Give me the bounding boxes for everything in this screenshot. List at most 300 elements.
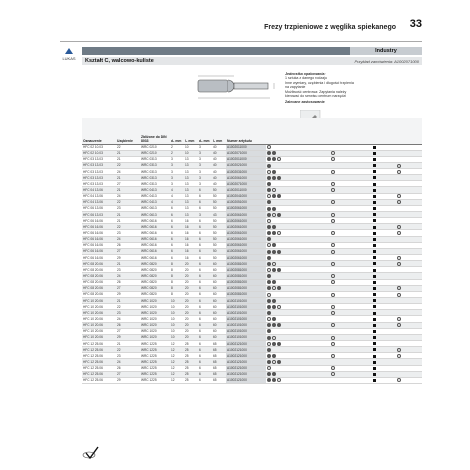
table-cell: 3 xyxy=(198,181,212,187)
circle-marker-icon xyxy=(397,293,401,297)
table-cell: 25 xyxy=(184,347,198,353)
square-marker-icon xyxy=(373,232,376,235)
table-cell: WRC 1225 xyxy=(140,347,170,353)
table-cell: A1002011000 xyxy=(226,187,266,193)
table-cell: HFC 12 25.06 xyxy=(82,377,116,383)
table-cell: WRC 0616 xyxy=(140,218,170,224)
table-cell: 3 xyxy=(198,169,212,175)
rating-dot-icon xyxy=(331,243,335,247)
rating-dot-icon xyxy=(331,231,335,235)
rating-dot-icon xyxy=(272,299,276,303)
rating-dot-icon xyxy=(331,262,335,266)
packaging-notes xyxy=(285,72,365,105)
rating-dot-icon xyxy=(331,311,335,315)
table-cell: WRC 1225 xyxy=(140,371,170,377)
table-cell: 22 xyxy=(116,144,140,150)
table-cell: 13 xyxy=(184,187,198,193)
table-cell: 65 xyxy=(212,359,226,365)
table-cell: 13 xyxy=(184,169,198,175)
notes-line: Inne wymiary, uzębienia i długości trzpienia xyxy=(285,80,354,85)
application-symbols xyxy=(348,377,372,383)
table-cell: 4 xyxy=(170,187,184,193)
table-cell: A1002081000 xyxy=(226,261,266,267)
table-cell: HFC 12 25.06 xyxy=(82,341,116,347)
table-cell: 60 xyxy=(212,316,226,322)
table-cell: 10 xyxy=(184,150,198,156)
table-cell: 6 xyxy=(198,353,212,359)
table-cell: 6 xyxy=(170,205,184,211)
table-cell: 24 xyxy=(116,316,140,322)
column-header xyxy=(348,118,372,144)
table-cell: 20 xyxy=(184,328,198,334)
table-cell: 21 xyxy=(116,187,140,193)
table-cell: HFC 12 25.06 xyxy=(82,359,116,365)
square-marker-icon xyxy=(373,207,376,210)
square-marker-icon xyxy=(373,152,376,155)
table-cell: 3 xyxy=(198,212,212,218)
square-marker-icon xyxy=(373,305,376,308)
table-cell: WRC 0820 xyxy=(140,261,170,267)
table-cell: A1002121000 xyxy=(226,365,266,371)
tool-drawing-icon xyxy=(190,70,280,106)
application-symbols xyxy=(302,377,316,383)
table-cell: WRC 0210 xyxy=(140,150,170,156)
notes-line: kierować do serwisu centrum narzędzi xyxy=(285,94,346,99)
rating-dot-icon xyxy=(267,250,271,254)
table-cell: HFC 10 20.06 xyxy=(82,322,116,328)
table-cell: A1002021000 xyxy=(226,162,266,168)
table-cell: WRC 1020 xyxy=(140,316,170,322)
table-cell: 21 xyxy=(116,298,140,304)
rating-dot-icon xyxy=(267,243,271,247)
square-marker-icon xyxy=(373,176,376,179)
table-cell: HFC 10 20.06 xyxy=(82,316,116,322)
table-cell: 4 xyxy=(170,193,184,199)
rating-dot-icon xyxy=(272,243,276,247)
rating-dot-icon xyxy=(331,323,335,327)
table-cell: WRC 0820 xyxy=(140,267,170,273)
table-cell: WRC 0613 xyxy=(140,212,170,218)
industry-tab: Industry xyxy=(350,47,422,55)
table-cell: 23 xyxy=(116,205,140,211)
rating-dot-icon xyxy=(267,182,271,186)
circle-marker-icon xyxy=(397,170,401,174)
rating-dot-icon xyxy=(272,323,276,327)
table-cell: 20 xyxy=(184,267,198,273)
square-marker-icon xyxy=(373,336,376,339)
rating-dot-icon xyxy=(277,342,281,346)
table-cell: 50 xyxy=(212,224,226,230)
rating-dot-icon xyxy=(267,299,271,303)
table-cell: A1002011000 xyxy=(226,144,266,150)
table-cell: 8 xyxy=(170,279,184,285)
table-cell: A1002101000 xyxy=(226,316,266,322)
table-cell: 6 xyxy=(198,273,212,279)
rating-dot-icon xyxy=(267,280,271,284)
square-marker-icon xyxy=(373,299,376,302)
square-marker-icon xyxy=(373,238,376,241)
rating-dot-icon xyxy=(277,378,281,382)
rating-dot-icon xyxy=(272,225,276,229)
table-cell: WRC 0616 xyxy=(140,230,170,236)
section-title: Kształt C, walcowo-kuliste xyxy=(85,58,154,64)
table-cell: 10 xyxy=(170,316,184,322)
table-cell: 27 xyxy=(116,371,140,377)
square-marker-icon xyxy=(373,183,376,186)
table-cell: 3 xyxy=(170,181,184,187)
rating-dot-icon xyxy=(272,194,276,198)
rating-dot-icon xyxy=(267,317,271,321)
table-cell: HFC 10 20.06 xyxy=(82,328,116,334)
rating-dot-icon xyxy=(331,305,335,309)
table-cell: 65 xyxy=(212,347,226,353)
table-cell: HFC 06 16.06 xyxy=(82,224,116,230)
table-cell: 8 xyxy=(170,291,184,297)
table-cell: 8 xyxy=(170,285,184,291)
table-cell: 2 xyxy=(170,150,184,156)
table-cell: 20 xyxy=(184,310,198,316)
table-cell: 20 xyxy=(184,273,198,279)
table-cell: 4 xyxy=(170,199,184,205)
table-cell: 21 xyxy=(116,175,140,181)
table-cell: 6 xyxy=(198,334,212,340)
table-cell: 10 xyxy=(184,144,198,150)
table-header-row xyxy=(82,118,422,144)
table-cell: WRC 1020 xyxy=(140,328,170,334)
square-marker-icon xyxy=(373,250,376,253)
table-cell: WRC 1020 xyxy=(140,334,170,340)
table-cell: 60 xyxy=(212,261,226,267)
square-marker-icon xyxy=(373,324,376,327)
square-marker-icon xyxy=(373,164,376,167)
rating-dot-icon xyxy=(267,170,271,174)
table-cell: 50 xyxy=(212,187,226,193)
table-cell: 3 xyxy=(170,175,184,181)
square-marker-icon xyxy=(373,219,376,222)
table-cell: WRC 1020 xyxy=(140,322,170,328)
square-marker-icon xyxy=(373,146,376,149)
square-marker-icon xyxy=(373,312,376,315)
table-cell: 10 xyxy=(170,298,184,304)
applications-heading: Zalecane zastosowanie xyxy=(285,100,325,105)
table-cell: 20 xyxy=(184,322,198,328)
table-cell: WRC 1225 xyxy=(140,359,170,365)
table-cell: 13 xyxy=(184,193,198,199)
table-cell: 21 xyxy=(116,341,140,347)
rating-dot-icon xyxy=(331,354,335,358)
table-cell: 6 xyxy=(198,230,212,236)
rating-dot-icon xyxy=(272,176,276,180)
rating-dot-icon xyxy=(267,176,271,180)
table-cell: A1002121000 xyxy=(226,341,266,347)
table-cell: WRC 0313 xyxy=(140,181,170,187)
table-cell: 6 xyxy=(198,199,212,205)
circle-marker-icon xyxy=(397,262,401,266)
rating-dot-icon xyxy=(277,213,281,217)
table-cell: 10 xyxy=(170,310,184,316)
table-cell: 60 xyxy=(212,291,226,297)
table-cell: A1002101000 xyxy=(226,310,266,316)
table-cell: A1002061000 xyxy=(226,175,266,181)
rating-dot-icon xyxy=(277,231,281,235)
table-cell: 29 xyxy=(116,377,140,383)
table-cell: A1002061000 xyxy=(226,255,266,261)
table-cell: 60 xyxy=(212,304,226,310)
table-cell: 40 xyxy=(212,162,226,168)
table-cell: A1002101000 xyxy=(226,328,266,334)
brand-logo xyxy=(58,47,80,63)
table-cell: 26 xyxy=(116,242,140,248)
table-cell: 6 xyxy=(170,224,184,230)
table-cell: 6 xyxy=(198,341,212,347)
rating-dot-icon xyxy=(267,256,271,260)
rating-dot-icon xyxy=(277,268,281,272)
rating-dot-icon xyxy=(267,237,271,241)
table-cell: 6 xyxy=(198,279,212,285)
rating-dot-icon xyxy=(267,274,271,278)
table-cell: 24 xyxy=(116,359,140,365)
table-cell: 10 xyxy=(170,304,184,310)
table-cell: 25 xyxy=(184,353,198,359)
rating-dot-icon xyxy=(277,360,281,364)
rating-dot-icon xyxy=(272,317,276,321)
table-cell: A1002081000 xyxy=(226,291,266,297)
rating-dot-icon xyxy=(267,225,271,229)
column-header: Zbliżone do DIN 8033 xyxy=(140,118,170,144)
table-cell: A1002121000 xyxy=(226,377,266,383)
table-cell: 16 xyxy=(184,242,198,248)
table-cell: WRC 1225 xyxy=(140,353,170,359)
notes-line: na zapytanie xyxy=(285,85,306,90)
circle-marker-icon xyxy=(397,231,401,235)
table-cell: 20 xyxy=(184,279,198,285)
square-marker-icon xyxy=(373,330,376,333)
circle-marker-icon xyxy=(397,200,401,204)
industry-bar xyxy=(82,47,422,55)
square-marker-icon xyxy=(373,213,376,216)
table-cell: HFC 04 13.06 xyxy=(82,187,116,193)
table-cell: WRC 1225 xyxy=(140,341,170,347)
table-cell: 24 xyxy=(116,169,140,175)
rating-dot-icon xyxy=(331,274,335,278)
table-cell: 6 xyxy=(170,212,184,218)
circle-marker-icon xyxy=(397,256,401,260)
table-cell: WRC 1020 xyxy=(140,304,170,310)
table-cell: 50 xyxy=(212,248,226,254)
rating-dot-icon xyxy=(267,311,271,315)
square-marker-icon xyxy=(373,379,376,382)
table-cell: WRC 0616 xyxy=(140,248,170,254)
table-cell: HFC 08 20.06 xyxy=(82,291,116,297)
square-marker-icon xyxy=(373,367,376,370)
column-header: d₁ mm xyxy=(170,118,184,144)
table-cell: 60 xyxy=(212,310,226,316)
column-header xyxy=(302,118,316,144)
table-cell: 60 xyxy=(212,267,226,273)
table-cell: HFC 06 16.06 xyxy=(82,236,116,242)
table-cell: 6 xyxy=(198,291,212,297)
square-marker-icon xyxy=(373,201,376,204)
table-cell: 25 xyxy=(184,377,198,383)
table-cell: 22 xyxy=(116,224,140,230)
rating-dot-icon xyxy=(272,372,276,376)
table-cell: 65 xyxy=(212,353,226,359)
table-cell: HFC 08 20.06 xyxy=(82,279,116,285)
table-cell: 6 xyxy=(198,242,212,248)
table-cell: 20 xyxy=(184,298,198,304)
page-number: 33 xyxy=(409,18,422,30)
table-cell: A1002121000 xyxy=(226,371,266,377)
rating-dot-icon xyxy=(331,342,335,346)
table-cell: 13 xyxy=(184,156,198,162)
table-cell: 50 xyxy=(212,242,226,248)
rating-dot-icon xyxy=(272,342,276,346)
square-marker-icon xyxy=(373,262,376,265)
table-cell: 23 xyxy=(116,230,140,236)
table-cell: 16 xyxy=(184,230,198,236)
table-cell: 21 xyxy=(116,150,140,156)
square-marker-icon xyxy=(373,170,376,173)
rating-dot-icon xyxy=(331,366,335,370)
rating-dot-icon xyxy=(272,188,276,192)
table-cell: 6 xyxy=(198,187,212,193)
circle-marker-icon xyxy=(397,348,401,352)
column-header: l₁ mm xyxy=(212,118,226,144)
table-cell: 25 xyxy=(184,365,198,371)
table-cell: 60 xyxy=(212,273,226,279)
table-cell: A1002061000 xyxy=(226,236,266,242)
table-cell: 6 xyxy=(198,205,212,211)
rating-dot-icon xyxy=(272,378,276,382)
product-table xyxy=(82,118,422,384)
column-header xyxy=(372,118,396,144)
table-cell: 6 xyxy=(198,193,212,199)
table-cell: 3 xyxy=(198,150,212,156)
table-cell: HFC 12 25.06 xyxy=(82,371,116,377)
rating-dot-icon xyxy=(267,286,271,290)
column-header: Uzębienie xyxy=(116,118,140,144)
table-cell: 24 xyxy=(116,273,140,279)
rating-dot-icon xyxy=(272,157,276,161)
table-cell: HFC 06 13.03 xyxy=(82,212,116,218)
rating-dot-icon xyxy=(267,378,271,382)
square-marker-icon xyxy=(373,244,376,247)
table-cell: 6 xyxy=(198,371,212,377)
table-cell: 50 xyxy=(212,218,226,224)
rating-dot-icon xyxy=(267,164,271,168)
table-cell: 6 xyxy=(198,267,212,273)
rating-dot-icon xyxy=(267,262,271,266)
table-cell: 22 xyxy=(116,162,140,168)
table-cell: 40 xyxy=(212,181,226,187)
table-cell: 3 xyxy=(198,175,212,181)
table-cell: 27 xyxy=(116,328,140,334)
table-cell: WRC 0616 xyxy=(140,236,170,242)
table-cell: HFC 06 13.06 xyxy=(82,205,116,211)
application-symbols xyxy=(266,377,302,383)
table-cell: 12 xyxy=(170,377,184,383)
application-symbols xyxy=(396,377,422,383)
table-cell: WRC 0313 xyxy=(140,162,170,168)
square-marker-icon xyxy=(373,158,376,161)
table-cell: 65 xyxy=(212,341,226,347)
rating-dot-icon xyxy=(331,200,335,204)
table-cell: 20 xyxy=(184,261,198,267)
square-marker-icon xyxy=(373,348,376,351)
table-cell: HFC 03 13.03 xyxy=(82,181,116,187)
circle-marker-icon xyxy=(397,323,401,327)
header-title: Frezy trzpieniowe z węglika spiekanego xyxy=(264,24,396,31)
table-cell: 24 xyxy=(116,193,140,199)
table-cell: 12 xyxy=(170,341,184,347)
rating-dot-icon xyxy=(272,151,276,155)
square-marker-icon xyxy=(373,287,376,290)
table-cell: 22 xyxy=(116,304,140,310)
table-cell: 6 xyxy=(198,359,212,365)
table-cell: 21 xyxy=(116,218,140,224)
column-header xyxy=(330,118,348,144)
table-cell: 29 xyxy=(116,291,140,297)
rating-dot-icon xyxy=(277,323,281,327)
rating-dot-icon xyxy=(331,219,335,223)
rating-dot-icon xyxy=(267,200,271,204)
table-cell: 13 xyxy=(184,181,198,187)
table-cell: WRC 0413 xyxy=(140,199,170,205)
table-cell: 3 xyxy=(198,162,212,168)
table-cell: 6 xyxy=(170,218,184,224)
column-header xyxy=(316,118,330,144)
table-cell: HFC 08 20.06 xyxy=(82,273,116,279)
table-cell: 25 xyxy=(184,341,198,347)
table-cell: WRC 0413 xyxy=(140,193,170,199)
circle-marker-icon xyxy=(397,378,401,382)
square-marker-icon xyxy=(373,269,376,272)
column-header xyxy=(266,118,302,144)
table-cell: 6 xyxy=(198,328,212,334)
circle-marker-icon xyxy=(397,317,401,321)
table-cell: 6 xyxy=(198,224,212,230)
table-cell: A1002051000 xyxy=(226,199,266,205)
table-cell: 16 xyxy=(184,218,198,224)
rating-dot-icon xyxy=(272,231,276,235)
table-cell: 24 xyxy=(116,236,140,242)
table-cell: 6 xyxy=(198,310,212,316)
table-cell: WRC 1225 xyxy=(140,365,170,371)
rating-dot-icon xyxy=(272,213,276,217)
rating-dot-icon xyxy=(272,207,276,211)
table-cell: 10 xyxy=(170,322,184,328)
table-cell: 50 xyxy=(212,205,226,211)
rating-dot-icon xyxy=(272,354,276,358)
table-cell: 10 xyxy=(170,334,184,340)
table-cell: WRC 0613 xyxy=(140,205,170,211)
rating-dot-icon xyxy=(267,231,271,235)
table-cell: 12 xyxy=(170,371,184,377)
table-cell: A1002011000 xyxy=(226,156,266,162)
table-cell: HFC 10 20.06 xyxy=(82,298,116,304)
rating-dot-icon xyxy=(267,305,271,309)
table-cell: 40 xyxy=(212,175,226,181)
table-cell: A1002031000 xyxy=(226,169,266,175)
table-cell: WRC 0820 xyxy=(140,285,170,291)
table-cell: HFC 03 13.03 xyxy=(82,162,116,168)
application-symbols xyxy=(372,377,396,383)
table-cell: 40 xyxy=(212,169,226,175)
table-cell: 6 xyxy=(198,248,212,254)
table-cell: 6 xyxy=(170,248,184,254)
table-cell: HFC 08 20.06 xyxy=(82,267,116,273)
table-cell: WRC 0413 xyxy=(140,187,170,193)
